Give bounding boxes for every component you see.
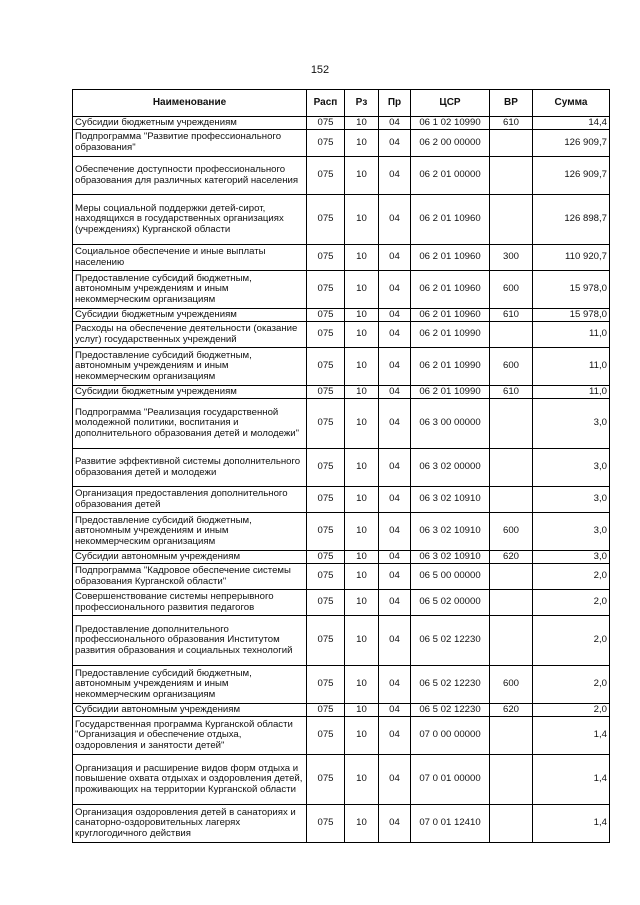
row-csr-cell: 06 3 02 10910 [411,551,490,564]
row-csr-cell: 06 3 02 10910 [411,513,490,551]
table-row [73,564,610,590]
row-rasp-cell: 075 [307,513,345,551]
row-pr-cell: 04 [379,805,411,843]
row-rasp-cell: 075 [307,666,345,704]
header-rasp: Расп [307,90,345,117]
row-name-cell: Предоставление субсидий бюджетным, автономным учреждениям и иным некоммерческим организациям [73,666,307,704]
table-row [73,616,610,666]
row-sum-cell: 2,0 [533,590,610,616]
row-vr-cell: 600 [490,513,533,551]
row-vr-cell: 620 [490,551,533,564]
row-vr-cell [490,195,533,245]
row-csr-cell: 06 2 01 10960 [411,271,490,309]
row-pr-cell: 04 [379,386,411,399]
row-pr-cell: 04 [379,666,411,704]
row-name-cell: Субсидии бюджетным учреждениям [73,386,307,399]
row-rz-cell: 10 [345,117,379,130]
row-name-cell: Подпрограмма "Реализация государственной молодежной политики, воспитания и дополнительного образования детей и молодежи" [73,399,307,449]
row-csr-cell: 06 5 02 12230 [411,616,490,666]
row-name-cell: Предоставление дополнительного профессионального образования Институтом развития образования и социальных технологий [73,616,307,666]
row-rz-cell: 10 [345,195,379,245]
row-pr-cell: 04 [379,564,411,590]
row-rz-cell: 10 [345,386,379,399]
row-rz-cell: 10 [345,717,379,755]
table-row [73,551,610,564]
header-csr: ЦСР [411,90,490,117]
row-sum-cell: 11,0 [533,386,610,399]
row-name-cell: Предоставление субсидий бюджетным, автономным учреждениям и иным некоммерческим организациям [73,348,307,386]
row-pr-cell: 04 [379,487,411,513]
table-row [73,348,610,386]
table-row [73,513,610,551]
row-name-cell: Субсидии автономным учреждениям [73,551,307,564]
row-name-cell: Организация оздоровления детей в санаториях и санаторно-оздоровительных лагерях круглогодичного действия [73,805,307,843]
row-sum-cell: 14,4 [533,117,610,130]
row-vr-cell: 600 [490,271,533,309]
row-vr-cell: 600 [490,348,533,386]
row-sum-cell: 11,0 [533,348,610,386]
row-csr-cell: 06 3 02 00000 [411,449,490,487]
table-row [73,704,610,717]
row-rasp-cell: 075 [307,322,345,348]
row-rasp-cell: 075 [307,487,345,513]
row-rasp-cell: 075 [307,195,345,245]
row-vr-cell [490,755,533,805]
row-rasp-cell: 075 [307,117,345,130]
table-row [73,399,610,449]
table-row [73,117,610,130]
row-vr-cell: 610 [490,386,533,399]
row-rasp-cell: 075 [307,551,345,564]
row-pr-cell: 04 [379,195,411,245]
row-rz-cell: 10 [345,551,379,564]
row-sum-cell: 126 909,7 [533,157,610,195]
row-vr-cell [490,590,533,616]
row-rz-cell: 10 [345,157,379,195]
budget-table [72,89,610,843]
row-rz-cell: 10 [345,513,379,551]
row-rasp-cell: 075 [307,590,345,616]
row-name-cell: Развитие эффективной системы дополнительного образования детей и молодежи [73,449,307,487]
table-row [73,590,610,616]
row-vr-cell [490,322,533,348]
row-pr-cell: 04 [379,704,411,717]
row-csr-cell: 06 2 01 10990 [411,348,490,386]
row-rasp-cell: 075 [307,271,345,309]
row-name-cell: Предоставление субсидий бюджетным, автономным учреждениям и иным некоммерческим организациям [73,513,307,551]
header-name: Наименование [73,90,307,117]
row-name-cell: Обеспечение доступности профессионального образования для различных категорий населения [73,157,307,195]
row-vr-cell [490,487,533,513]
row-vr-cell [490,717,533,755]
row-sum-cell: 2,0 [533,666,610,704]
row-csr-cell: 06 5 02 00000 [411,590,490,616]
row-sum-cell: 11,0 [533,322,610,348]
row-pr-cell: 04 [379,271,411,309]
row-name-cell: Подпрограмма "Развитие профессионального образования" [73,130,307,157]
table-row [73,755,610,805]
row-rasp-cell: 075 [307,309,345,322]
row-pr-cell: 04 [379,551,411,564]
row-rz-cell: 10 [345,616,379,666]
row-sum-cell: 2,0 [533,564,610,590]
row-rasp-cell: 075 [307,564,345,590]
row-name-cell: Подпрограмма "Кадровое обеспечение системы образования Курганской области" [73,564,307,590]
row-vr-cell: 610 [490,117,533,130]
row-name-cell: Субсидии автономным учреждениям [73,704,307,717]
row-name-cell: Государственная программа Курганской области "Организация и обеспечение отдыха, оздоровления и занятости детей" [73,717,307,755]
row-vr-cell: 620 [490,704,533,717]
row-sum-cell: 2,0 [533,616,610,666]
row-pr-cell: 04 [379,322,411,348]
row-name-cell: Субсидии бюджетным учреждениям [73,309,307,322]
row-rz-cell: 10 [345,487,379,513]
row-sum-cell: 126 909,7 [533,130,610,157]
row-sum-cell: 3,0 [533,513,610,551]
table-row [73,666,610,704]
row-sum-cell: 3,0 [533,551,610,564]
row-csr-cell: 07 0 01 12410 [411,805,490,843]
row-name-cell: Меры социальной поддержки детей-сирот, находящихся в государственных организациях (учреждениях) Курганской области [73,195,307,245]
header-sum: Сумма [533,90,610,117]
row-csr-cell: 06 2 01 10990 [411,322,490,348]
row-rz-cell: 10 [345,322,379,348]
row-sum-cell: 1,4 [533,805,610,843]
row-rz-cell: 10 [345,704,379,717]
row-rz-cell: 10 [345,666,379,704]
row-pr-cell: 04 [379,348,411,386]
table-header-row [73,90,610,117]
row-pr-cell: 04 [379,616,411,666]
row-name-cell: Организация предоставления дополнительного образования детей [73,487,307,513]
row-name-cell: Субсидии бюджетным учреждениям [73,117,307,130]
row-vr-cell [490,399,533,449]
row-name-cell: Социальное обеспечение и иные выплаты населению [73,245,307,271]
row-csr-cell: 06 2 01 10960 [411,245,490,271]
table-row [73,322,610,348]
row-pr-cell: 04 [379,245,411,271]
row-rasp-cell: 075 [307,449,345,487]
row-csr-cell: 06 2 01 10990 [411,386,490,399]
row-rz-cell: 10 [345,805,379,843]
row-sum-cell: 3,0 [533,449,610,487]
table-row [73,271,610,309]
row-pr-cell: 04 [379,755,411,805]
row-rz-cell: 10 [345,449,379,487]
row-sum-cell: 1,4 [533,755,610,805]
row-rasp-cell: 075 [307,386,345,399]
row-rasp-cell: 075 [307,348,345,386]
row-sum-cell: 3,0 [533,399,610,449]
row-rz-cell: 10 [345,399,379,449]
row-rz-cell: 10 [345,590,379,616]
row-csr-cell: 06 2 00 00000 [411,130,490,157]
row-vr-cell [490,564,533,590]
row-vr-cell [490,616,533,666]
row-vr-cell [490,449,533,487]
row-csr-cell: 07 0 01 00000 [411,755,490,805]
row-csr-cell: 06 2 01 00000 [411,157,490,195]
row-rz-cell: 10 [345,309,379,322]
row-pr-cell: 04 [379,513,411,551]
row-rasp-cell: 075 [307,717,345,755]
row-csr-cell: 07 0 00 00000 [411,717,490,755]
row-sum-cell: 15 978,0 [533,309,610,322]
row-pr-cell: 04 [379,117,411,130]
row-rasp-cell: 075 [307,704,345,717]
row-sum-cell: 126 898,7 [533,195,610,245]
row-rz-cell: 10 [345,755,379,805]
row-pr-cell: 04 [379,130,411,157]
row-csr-cell: 06 2 01 10960 [411,309,490,322]
row-vr-cell [490,805,533,843]
row-pr-cell: 04 [379,399,411,449]
row-rasp-cell: 075 [307,399,345,449]
row-name-cell: Совершенствование системы непрерывного профессионального развития педагогов [73,590,307,616]
row-rasp-cell: 075 [307,805,345,843]
table-row [73,487,610,513]
row-sum-cell: 3,0 [533,487,610,513]
header-rz: Рз [345,90,379,117]
row-vr-cell: 610 [490,309,533,322]
table-row [73,449,610,487]
row-pr-cell: 04 [379,157,411,195]
row-rasp-cell: 075 [307,616,345,666]
table-row [73,195,610,245]
row-name-cell: Расходы на обеспечение деятельности (оказание услуг) государственных учреждений [73,322,307,348]
table-row [73,386,610,399]
row-vr-cell: 600 [490,666,533,704]
row-sum-cell: 2,0 [533,704,610,717]
table-row [73,309,610,322]
row-rasp-cell: 075 [307,245,345,271]
row-rasp-cell: 075 [307,157,345,195]
table-row [73,157,610,195]
table-row [73,130,610,157]
header-vr: ВР [490,90,533,117]
row-sum-cell: 1,4 [533,717,610,755]
row-csr-cell: 06 5 02 12230 [411,666,490,704]
row-sum-cell: 15 978,0 [533,271,610,309]
row-csr-cell: 06 5 02 12230 [411,704,490,717]
row-vr-cell [490,157,533,195]
row-csr-cell: 06 1 02 10990 [411,117,490,130]
row-rz-cell: 10 [345,348,379,386]
row-csr-cell: 06 3 00 00000 [411,399,490,449]
row-csr-cell: 06 3 02 10910 [411,487,490,513]
page-number: 152 [310,64,330,76]
row-pr-cell: 04 [379,309,411,322]
row-rz-cell: 10 [345,564,379,590]
row-pr-cell: 04 [379,449,411,487]
row-vr-cell: 300 [490,245,533,271]
row-rasp-cell: 075 [307,755,345,805]
row-csr-cell: 06 5 00 00000 [411,564,490,590]
row-vr-cell [490,130,533,157]
row-rasp-cell: 075 [307,130,345,157]
row-name-cell: Организация и расширение видов форм отдыха и повышение охвата отдыхах и оздоровления детей, проживающих на территории Курганской области [73,755,307,805]
table-row [73,717,610,755]
row-rz-cell: 10 [345,130,379,157]
header-pr: Пр [379,90,411,117]
row-sum-cell: 110 920,7 [533,245,610,271]
table-row [73,805,610,843]
row-name-cell: Предоставление субсидий бюджетным, автономным учреждениям и иным некоммерческим организациям [73,271,307,309]
row-rz-cell: 10 [345,271,379,309]
row-csr-cell: 06 2 01 10960 [411,195,490,245]
row-pr-cell: 04 [379,590,411,616]
row-pr-cell: 04 [379,717,411,755]
table-row [73,245,610,271]
row-rz-cell: 10 [345,245,379,271]
